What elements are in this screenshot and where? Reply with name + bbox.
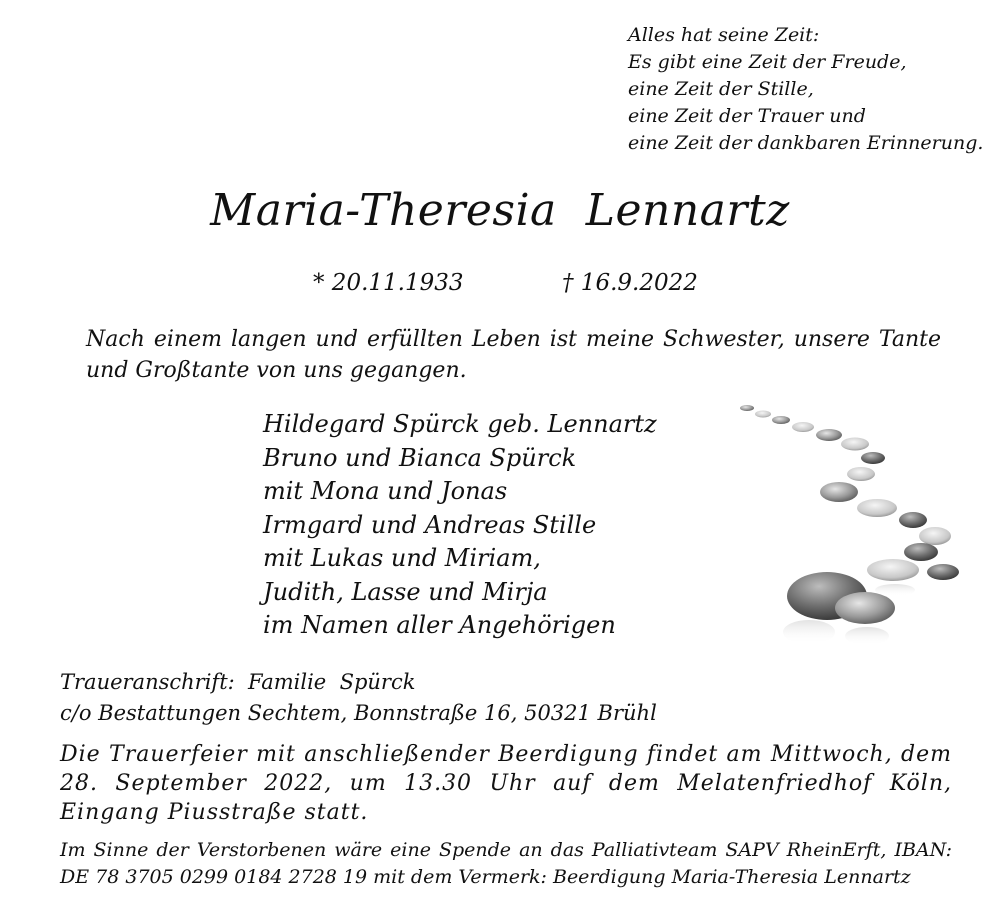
quote-line: Alles hat seine Zeit: [628, 24, 820, 46]
family-line: im Namen aller Angehörigen [263, 611, 616, 639]
family-line: Hildegard Spürck geb. Lennartz [263, 410, 657, 438]
donation-text: Im Sinne der Verstorbenen wäre eine Spende an das Palliativteam SAPV RheinErft, IBAN: DE 78 3705 0299 0184 2728 19 mit dem Vermerk: Beerdigung Maria-Theresia Lennartz [60, 839, 952, 888]
quote-line: eine Zeit der Trauer und [628, 105, 866, 127]
family-line: Bruno und Bianca Spürck [263, 443, 577, 472]
quote-line: Es gibt eine Zeit der Freude, [628, 51, 907, 73]
family-line: Judith, Lasse und Mirja [263, 577, 548, 606]
intro-text: Nach einem langen und erfüllten Leben ist meine Schwester, unsere Tante und Großtante von uns gegangen. [86, 327, 941, 383]
mourning-address: c/o Bestattungen Sechtem, Bonnstraße 16, 50321 Brühl [60, 701, 657, 725]
deceased-name: Maria-Theresia Lennartz [210, 185, 790, 236]
family-list [263, 408, 703, 643]
poem-quote [628, 22, 988, 157]
family-line: mit Lukas und Miriam, [263, 544, 541, 572]
stepping-stones-image [735, 400, 965, 675]
birth-date: * 20.11.1933 [313, 270, 464, 296]
mourning-address-label: Traueranschrift: Familie Spürck [60, 670, 416, 694]
family-line: Irmgard und Andreas Stille [263, 510, 597, 539]
quote-line: eine Zeit der dankbaren Erinnerung. [628, 132, 984, 154]
family-line: mit Mona und Jonas [263, 477, 508, 505]
quote-line: eine Zeit der Stille, [628, 78, 814, 100]
death-date: † 16.9.2022 [562, 270, 698, 296]
ceremony-text: Die Trauerfeier mit anschließender Beerdigung findet am Mittwoch, dem 28. September 2022, um 13.30 Uhr auf dem Melatenfriedhof Köln, Eingang Piusstraße statt. [60, 742, 952, 825]
